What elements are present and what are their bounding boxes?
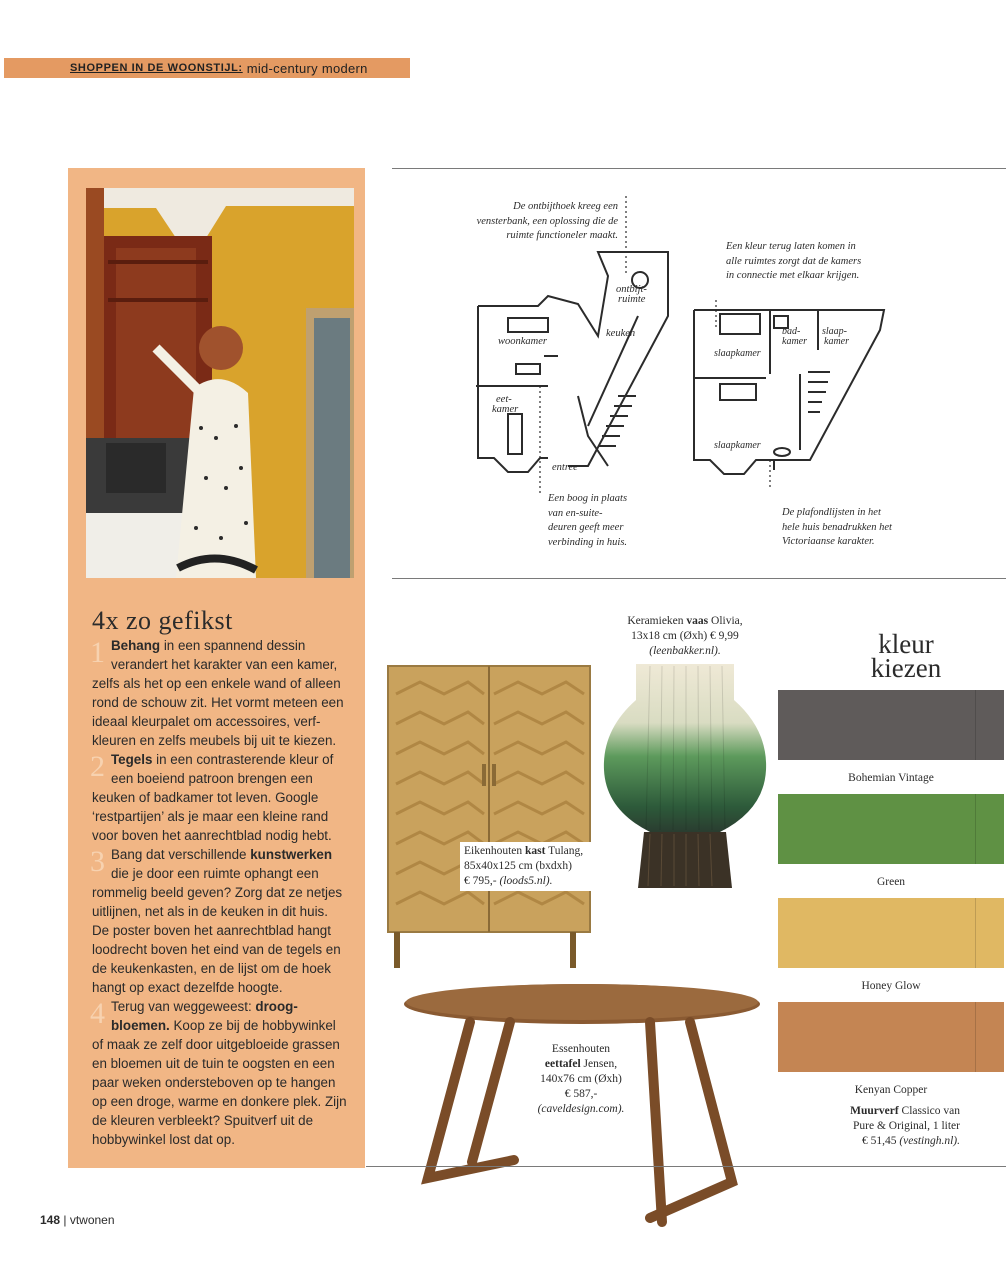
note-arch: [548, 492, 668, 550]
vase-caption-size-price: 13x18 cm (Øxh) € 9,99: [631, 630, 739, 642]
colors-title: [836, 629, 976, 683]
paint-caption-keyword: Muurverf: [850, 1105, 899, 1117]
cabinet-caption-keyword: kast: [525, 845, 546, 857]
article-body: [92, 636, 348, 1149]
tip-3: [92, 845, 348, 997]
label-dining-2: kamer: [492, 404, 519, 415]
note-line: Victoriaanse karakter.: [782, 536, 875, 547]
tip-text: in een contrasterende kleur of een boeiend patroon brengen een keuken of badkamer tot leven. Google ‘restpartijen’ als je maar een kleine rand voor boven het aanrechtblad nodig hebt.: [92, 752, 334, 843]
note-line: De plafondlijsten in het: [782, 507, 881, 518]
note-line: alle ruimtes zorgt dat de kamers: [726, 255, 862, 267]
kitchen-photo: [86, 188, 354, 578]
vase-caption-1a: Keramieken: [627, 615, 687, 627]
magazine-name: vtwonen: [69, 1213, 115, 1227]
note-line: deuren geeft meer: [548, 522, 624, 533]
table-caption-2c: Jensen,: [580, 1058, 618, 1070]
table-caption-keyword: eettafel: [544, 1058, 581, 1070]
cabinet-image: [384, 664, 594, 970]
paint-caption-price: € 51,45: [861, 1135, 900, 1147]
swatch-label: Honey Glow: [861, 980, 921, 992]
label-bathroom: bad-: [782, 326, 801, 337]
label-bedroom-small: slaap-: [822, 326, 847, 337]
note-line: hele huis benadrukken het: [782, 521, 892, 533]
note-colour-return: [726, 240, 896, 284]
tip-text: die je door een ruimte ophangt een rommelig beeld geven? Zorg dat ze netjes uitlijnen, net als in de keuken in dit huis. De poster boven het aanrechtblad hangt loodrecht boven het eind van de tegels en de keukenkasten, en de lijst om de hoek hangt op exact dezelfde hoogte.: [92, 866, 343, 995]
note-line: Een boog in plaats: [548, 493, 628, 504]
note-line: vensterbank, een oplossing die de: [476, 215, 618, 227]
section-banner: [4, 58, 410, 78]
table-caption-1: Essenhouten: [551, 1043, 611, 1055]
label-bedroom: slaapkamer: [714, 348, 761, 359]
cabinet-caption-price: € 795,-: [464, 875, 500, 887]
label-breakfast: ontbijt-: [616, 284, 647, 295]
tip-number: 4: [90, 997, 105, 1030]
page-number: 148: [40, 1213, 61, 1227]
tip-number: 2: [90, 750, 105, 783]
note-line: verbinding in huis.: [548, 536, 628, 548]
paint-caption-site: (vestingh.nl).: [899, 1135, 960, 1147]
divider-bottom: [366, 1166, 1006, 1167]
table-caption-price: € 587,-: [564, 1088, 598, 1100]
footer-separator: |: [60, 1213, 70, 1227]
swatch-green: [778, 794, 1004, 864]
tip-text: in een spannend dessin verandert het karakter van een kamer, zelfs als het op een enkele wand of alleen rond de schouw zit. Het vormt meteen een ideaal kleurpalet om accessoires, verf-kleuren en zelfs meubels bij uit te kiezen.: [92, 638, 344, 748]
caption-cabinet: [460, 842, 618, 891]
cabinet-caption-size: 85x40x125 cm (bxdxh): [464, 860, 572, 872]
cabinet-caption-site: (loods5.nl).: [499, 875, 553, 887]
note-line: van en-suite-: [548, 507, 603, 519]
tip-keyword: Tegels: [111, 752, 153, 767]
article-title: 4x zo gefikst: [92, 606, 233, 635]
vase-caption-site: (leenbakker.nl).: [649, 645, 721, 657]
tip-4: [92, 997, 348, 1149]
label-kitchen: keuken: [606, 328, 636, 339]
colors-title-line-1: kleur: [878, 629, 934, 659]
label-bathroom-2: kamer: [782, 336, 807, 347]
tip-keyword: droog-bloemen.: [111, 999, 298, 1033]
note-line: ruimte functioneler maakt.: [506, 230, 618, 241]
paint-caption-2: Pure & Original, 1 liter: [853, 1120, 960, 1132]
caption-table: [518, 1042, 644, 1117]
note-line: De ontbijthoek kreeg een: [513, 201, 618, 212]
tip-keyword: kunstwerken: [250, 847, 333, 862]
divider-middle: [392, 578, 1006, 579]
note-line: Een kleur terug laten komen in: [726, 241, 856, 252]
cabinet-caption-1c: Tulang,: [545, 845, 584, 857]
label-dining: eet-: [496, 394, 512, 405]
tip-text: Koop ze bij de hobbywinkel of maak ze zelf door uitgebloeide grassen en bloemen uit de tuin te oogsten en een paar weken ondersteboven op te hangen op een droge, warme en donkere plek. Zijn de kleuren verbleekt? Spuitverf uit de hobbywinkel lost dat op.: [92, 1018, 347, 1147]
vase-caption-1c: Olivia,: [708, 615, 743, 627]
label-bedroom-small-2: kamer: [824, 336, 849, 347]
caption-vase: [610, 614, 760, 659]
table-caption-site: (caveldesign.com).: [537, 1103, 625, 1115]
label-breakfast-2: ruimte: [618, 294, 646, 305]
swatch-label: Green: [876, 876, 906, 888]
banner-subtitle: mid-century modern: [246, 60, 368, 76]
tip-number: 3: [90, 845, 105, 878]
swatch-kenyan-copper: [778, 1002, 1004, 1072]
swatch-label: Kenyan Copper: [854, 1084, 928, 1096]
banner-lead: SHOPPEN IN DE WOONSTIJL:: [70, 62, 243, 74]
tip-text-pre: Terug van weggeweest:: [111, 999, 256, 1014]
vase-caption-keyword: vaas: [686, 615, 709, 627]
paint-caption-1: Classico van: [898, 1105, 960, 1117]
tip-number: 1: [90, 636, 105, 669]
tip-keyword: Behang: [111, 638, 161, 653]
cabinet-caption-1a: Eikenhouten: [464, 845, 525, 857]
colors-title-line-2: kiezen: [870, 653, 942, 683]
divider-top: [392, 168, 1006, 169]
tip-text-pre: Bang dat verschillende: [111, 847, 251, 862]
label-living-room: woonkamer: [498, 336, 547, 347]
swatch-bohemian-vintage: [778, 690, 1004, 760]
label-entrance: entree: [552, 462, 578, 473]
tip-2: [92, 750, 348, 845]
caption-paint: [800, 1104, 960, 1149]
label-bedroom-2: slaapkamer: [714, 440, 761, 451]
note-line: in connectie met elkaar krijgen.: [726, 270, 860, 281]
table-caption-size: 140x76 cm (Øxh): [540, 1073, 622, 1085]
page-footer: [40, 1213, 115, 1227]
tip-1: [92, 636, 348, 750]
note-ceiling: [782, 506, 932, 550]
swatch-honey-glow: [778, 898, 1004, 968]
vase-image: [600, 660, 770, 892]
ground-floor-plan: [468, 196, 688, 496]
first-floor-plan: [690, 300, 900, 490]
swatch-label: Bohemian Vintage: [848, 772, 934, 784]
